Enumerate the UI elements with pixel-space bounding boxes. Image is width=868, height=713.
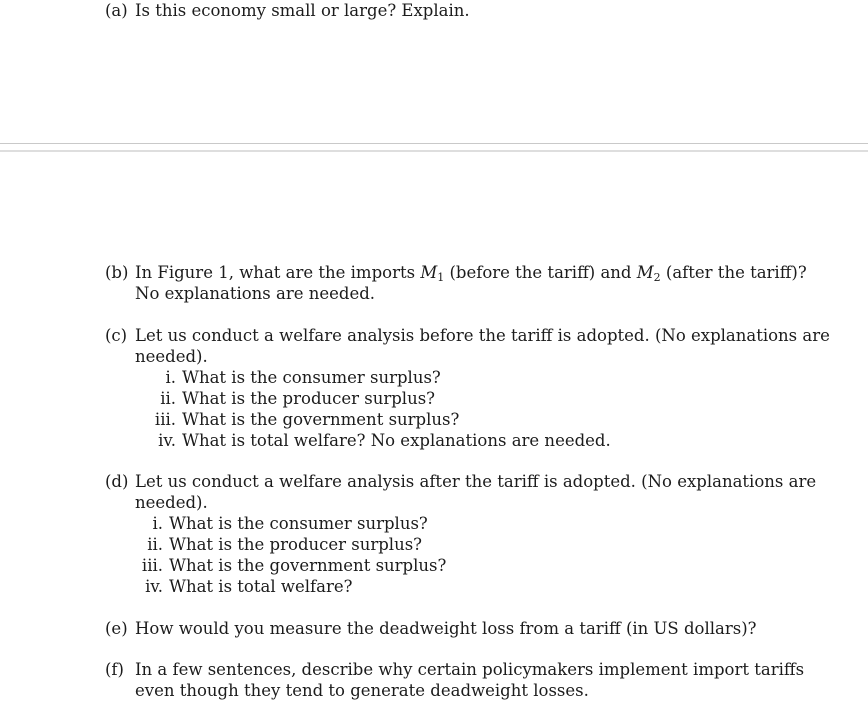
question-b-line-2: No explanations are needed.: [135, 284, 376, 303]
question-c-label: (c): [105, 326, 128, 345]
list-item: iv. What is total welfare? No explanations are needed.: [158, 431, 611, 450]
question-b-label: (b): [105, 263, 129, 282]
divider-bottom: [0, 150, 868, 152]
question-f-line-2: even though they tend to generate deadweight losses.: [135, 681, 589, 700]
question-a-label: (a): [105, 1, 128, 20]
divider-top: [0, 143, 868, 144]
question-f-line-1: In a few sentences, describe why certain policymakers implement import tariffs: [135, 660, 805, 679]
import-m1: $M_1$: [420, 263, 445, 284]
question-e-text: How would you measure the deadweight loss from a tariff (in US dollars)?: [135, 619, 757, 638]
question-b-line-1: In Figure 1, what are the imports $M_1$ (before the tariff) and $M_2$ (after the tariff)?: [135, 263, 807, 284]
list-item: iv. What is total welfare?: [145, 577, 353, 596]
list-item: ii. What is the producer surplus?: [147, 535, 423, 554]
import-m2: $M_2$: [636, 263, 661, 284]
question-d-line-1: Let us conduct a welfare analysis after the tariff is adopted. (No explanations are: [135, 472, 817, 491]
question-d-label: (d): [105, 472, 129, 491]
question-c-line-2: needed).: [135, 347, 208, 366]
list-item: ii. What is the producer surplus?: [160, 389, 436, 408]
list-item: i. What is the consumer surplus?: [165, 368, 441, 387]
question-c-line-1: Let us conduct a welfare analysis before the tariff is adopted. (No explanations are: [135, 326, 830, 345]
list-item: i. What is the consumer surplus?: [152, 514, 428, 533]
question-d-line-2: needed).: [135, 493, 208, 512]
question-f-label: (f): [105, 660, 124, 679]
list-item: iii. What is the government surplus?: [141, 556, 447, 575]
question-a-text: Is this economy small or large? Explain.: [135, 1, 470, 20]
question-e-label: (e): [105, 619, 128, 638]
list-item: iii. What is the government surplus?: [154, 410, 460, 429]
